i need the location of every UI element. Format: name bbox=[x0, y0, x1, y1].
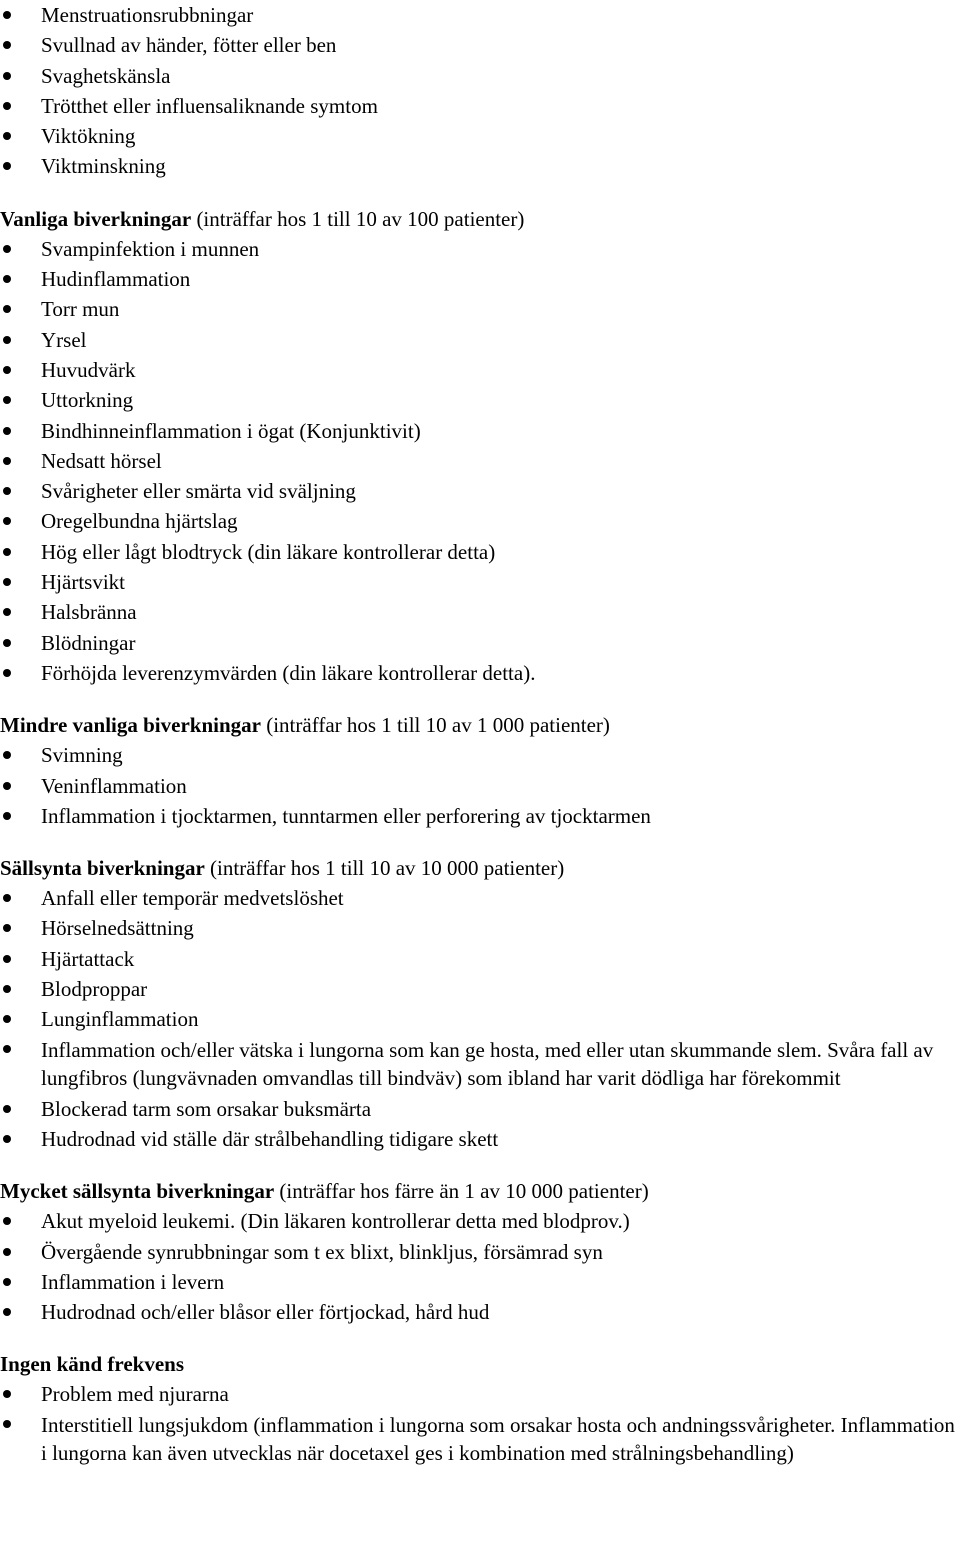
bullet-icon bbox=[3, 1248, 11, 1256]
bullet-icon bbox=[3, 1135, 11, 1143]
item-text: Inflammation i tjocktarmen, tunntarmen eller perforering av tjocktarmen bbox=[41, 803, 651, 828]
bullet-icon bbox=[3, 132, 11, 140]
bullet-icon bbox=[3, 305, 11, 313]
item-text: Svaghetskänsla bbox=[41, 63, 171, 88]
bullet-icon bbox=[3, 336, 11, 344]
section-list bbox=[0, 740, 960, 831]
item-text: Oregelbundna hjärtslag bbox=[41, 509, 238, 534]
list-item bbox=[0, 264, 960, 294]
item-text: Blockerad tarm som orsakar buksmärta bbox=[41, 1096, 372, 1121]
item-text: Svullnad av händer, fötter eller ben bbox=[41, 33, 337, 58]
list-item bbox=[0, 567, 960, 597]
list-item bbox=[0, 537, 960, 567]
bullet-icon bbox=[3, 608, 11, 616]
heading-bold: Ingen känd frekvens bbox=[0, 1352, 184, 1377]
bullet-icon bbox=[3, 1045, 11, 1053]
list-item bbox=[0, 1297, 960, 1327]
bullet-icon bbox=[3, 275, 11, 283]
heading-rest: (inträffar hos 1 till 10 av 1 000 patienter) bbox=[260, 713, 610, 738]
section-heading bbox=[0, 1176, 960, 1206]
item-text: Hudrodnad och/eller blåsor eller förtjockad, hård hud bbox=[41, 1300, 490, 1325]
item-text: Viktminskning bbox=[41, 154, 166, 179]
item-text: Svårigheter eller smärta vid sväljning bbox=[41, 479, 356, 504]
heading-bold: Mindre vanliga biverkningar bbox=[0, 713, 261, 738]
list-item bbox=[0, 913, 960, 943]
heading-rest: (inträffar hos 1 till 10 av 10 000 patienter) bbox=[204, 856, 565, 881]
item-text: Halsbränna bbox=[41, 600, 137, 625]
bullet-icon bbox=[3, 578, 11, 586]
list-item bbox=[0, 355, 960, 385]
item-text: Yrsel bbox=[41, 327, 87, 352]
list-item bbox=[0, 628, 960, 658]
item-text: Huvudvärk bbox=[41, 357, 136, 382]
list-item bbox=[0, 974, 960, 1004]
list-item bbox=[0, 1094, 960, 1124]
section-heading bbox=[0, 853, 960, 883]
heading-bold: Sällsynta biverkningar bbox=[0, 856, 205, 881]
list-item bbox=[0, 801, 960, 831]
item-text: Svimning bbox=[41, 743, 123, 768]
bullet-icon bbox=[3, 1390, 11, 1398]
heading-bold: Vanliga biverkningar bbox=[0, 206, 192, 231]
bullet-icon bbox=[3, 1420, 11, 1428]
bullet-icon bbox=[3, 366, 11, 374]
list-item bbox=[0, 1206, 960, 1236]
bullet-icon bbox=[3, 457, 11, 465]
list-item bbox=[0, 385, 960, 415]
bullet-icon bbox=[3, 782, 11, 790]
bullet-icon bbox=[3, 1105, 11, 1113]
list-item bbox=[0, 476, 960, 506]
intro-list bbox=[0, 0, 960, 182]
item-text: Problem med njurarna bbox=[41, 1382, 229, 1407]
section-heading bbox=[0, 204, 960, 234]
list-item bbox=[0, 30, 960, 60]
list-item bbox=[0, 597, 960, 627]
bullet-icon bbox=[3, 1015, 11, 1023]
section-heading bbox=[0, 710, 960, 740]
bullet-icon bbox=[3, 924, 11, 932]
bullet-icon bbox=[3, 985, 11, 993]
bullet-icon bbox=[3, 894, 11, 902]
heading-rest: (inträffar hos 1 till 10 av 100 patienter) bbox=[191, 206, 525, 231]
item-text: Svampinfektion i munnen bbox=[41, 236, 260, 261]
item-text: Hörselnedsättning bbox=[41, 916, 194, 941]
list-item bbox=[0, 658, 960, 688]
bullet-icon bbox=[3, 396, 11, 404]
bullet-icon bbox=[3, 812, 11, 820]
item-text: Akut myeloid leukemi. (Din läkaren kontrollerar detta med blodprov.) bbox=[41, 1209, 630, 1234]
item-text: Nedsatt hörsel bbox=[41, 448, 162, 473]
bullet-icon bbox=[3, 11, 11, 19]
item-text: Hudinflammation bbox=[41, 267, 191, 292]
heading-bold: Mycket sällsynta biverkningar bbox=[0, 1179, 275, 1204]
item-text: Lunginflammation bbox=[41, 1007, 199, 1032]
list-item bbox=[0, 1035, 960, 1094]
list-item bbox=[0, 1267, 960, 1297]
list-item bbox=[0, 61, 960, 91]
list-item bbox=[0, 234, 960, 264]
item-text: Bindhinneinflammation i ögat (Konjunktivit) bbox=[41, 418, 421, 443]
item-text: Blodproppar bbox=[41, 977, 148, 1002]
item-text: Förhöjda leverenzymvärden (din läkare kontrollerar detta). bbox=[41, 660, 536, 685]
item-text: Inflammation och/eller vätska i lungorna som kan ge hosta, med eller utan skummande slem. Svåra fall av lungfibros (lungvävnaden omvandlas till bindväv) som ibland har varit dödliga har förekommit bbox=[41, 1037, 934, 1091]
bullet-icon bbox=[3, 669, 11, 677]
list-item bbox=[0, 1379, 960, 1409]
item-text: Hudrodnad vid ställe där strålbehandling tidigare skett bbox=[41, 1126, 499, 1151]
bullet-icon bbox=[3, 955, 11, 963]
section-list bbox=[0, 1379, 960, 1468]
list-item bbox=[0, 151, 960, 181]
bullet-icon bbox=[3, 1217, 11, 1225]
bullet-icon bbox=[3, 102, 11, 110]
item-text: Övergående synrubbningar som t ex blixt, blinkljus, försämrad syn bbox=[41, 1239, 603, 1264]
item-text: Hjärtsvikt bbox=[41, 570, 125, 595]
bullet-icon bbox=[3, 1308, 11, 1316]
item-text: Inflammation i levern bbox=[41, 1269, 225, 1294]
item-text: Trötthet eller influensaliknande symtom bbox=[41, 93, 378, 118]
item-text: Uttorkning bbox=[41, 388, 134, 413]
section-list bbox=[0, 234, 960, 688]
list-item bbox=[0, 506, 960, 536]
list-item bbox=[0, 294, 960, 324]
bullet-icon bbox=[3, 245, 11, 253]
item-text: Blödningar bbox=[41, 630, 136, 655]
bullet-icon bbox=[3, 162, 11, 170]
list-item bbox=[0, 446, 960, 476]
item-text: Anfall eller temporär medvetslöshet bbox=[41, 886, 344, 911]
bullet-icon bbox=[3, 72, 11, 80]
item-text: Hög eller lågt blodtryck (din läkare kontrollerar detta) bbox=[41, 539, 496, 564]
item-text: Interstitiell lungsjukdom (inflammation i lungorna som orsakar hosta och andningssvårigheter. Inflammation i lungorna kan även utvecklas när docetaxel ges i kombination med strålningsbehandling) bbox=[41, 1412, 955, 1466]
list-item bbox=[0, 121, 960, 151]
section-list bbox=[0, 1206, 960, 1327]
list-item bbox=[0, 91, 960, 121]
list-item bbox=[0, 1124, 960, 1154]
item-text: Viktökning bbox=[41, 124, 136, 149]
section-list bbox=[0, 883, 960, 1154]
list-item bbox=[0, 1004, 960, 1034]
bullet-icon bbox=[3, 1278, 11, 1286]
item-text: Hjärtattack bbox=[41, 946, 135, 971]
list-item bbox=[0, 1410, 960, 1469]
list-item bbox=[0, 944, 960, 974]
list-item bbox=[0, 416, 960, 446]
heading-rest: (inträffar hos färre än 1 av 10 000 patienter) bbox=[274, 1179, 649, 1204]
list-item bbox=[0, 740, 960, 770]
section-heading bbox=[0, 1349, 960, 1379]
bullet-icon bbox=[3, 517, 11, 525]
bullet-icon bbox=[3, 41, 11, 49]
bullet-icon bbox=[3, 427, 11, 435]
list-item bbox=[0, 0, 960, 30]
bullet-icon bbox=[3, 639, 11, 647]
list-item bbox=[0, 771, 960, 801]
list-item bbox=[0, 883, 960, 913]
list-item bbox=[0, 1237, 960, 1267]
bullet-icon bbox=[3, 487, 11, 495]
bullet-icon bbox=[3, 751, 11, 759]
item-text: Veninflammation bbox=[41, 773, 187, 798]
item-text: Torr mun bbox=[41, 297, 120, 322]
bullet-icon bbox=[3, 548, 11, 556]
item-text: Menstruationsrubbningar bbox=[41, 3, 254, 27]
list-item bbox=[0, 325, 960, 355]
